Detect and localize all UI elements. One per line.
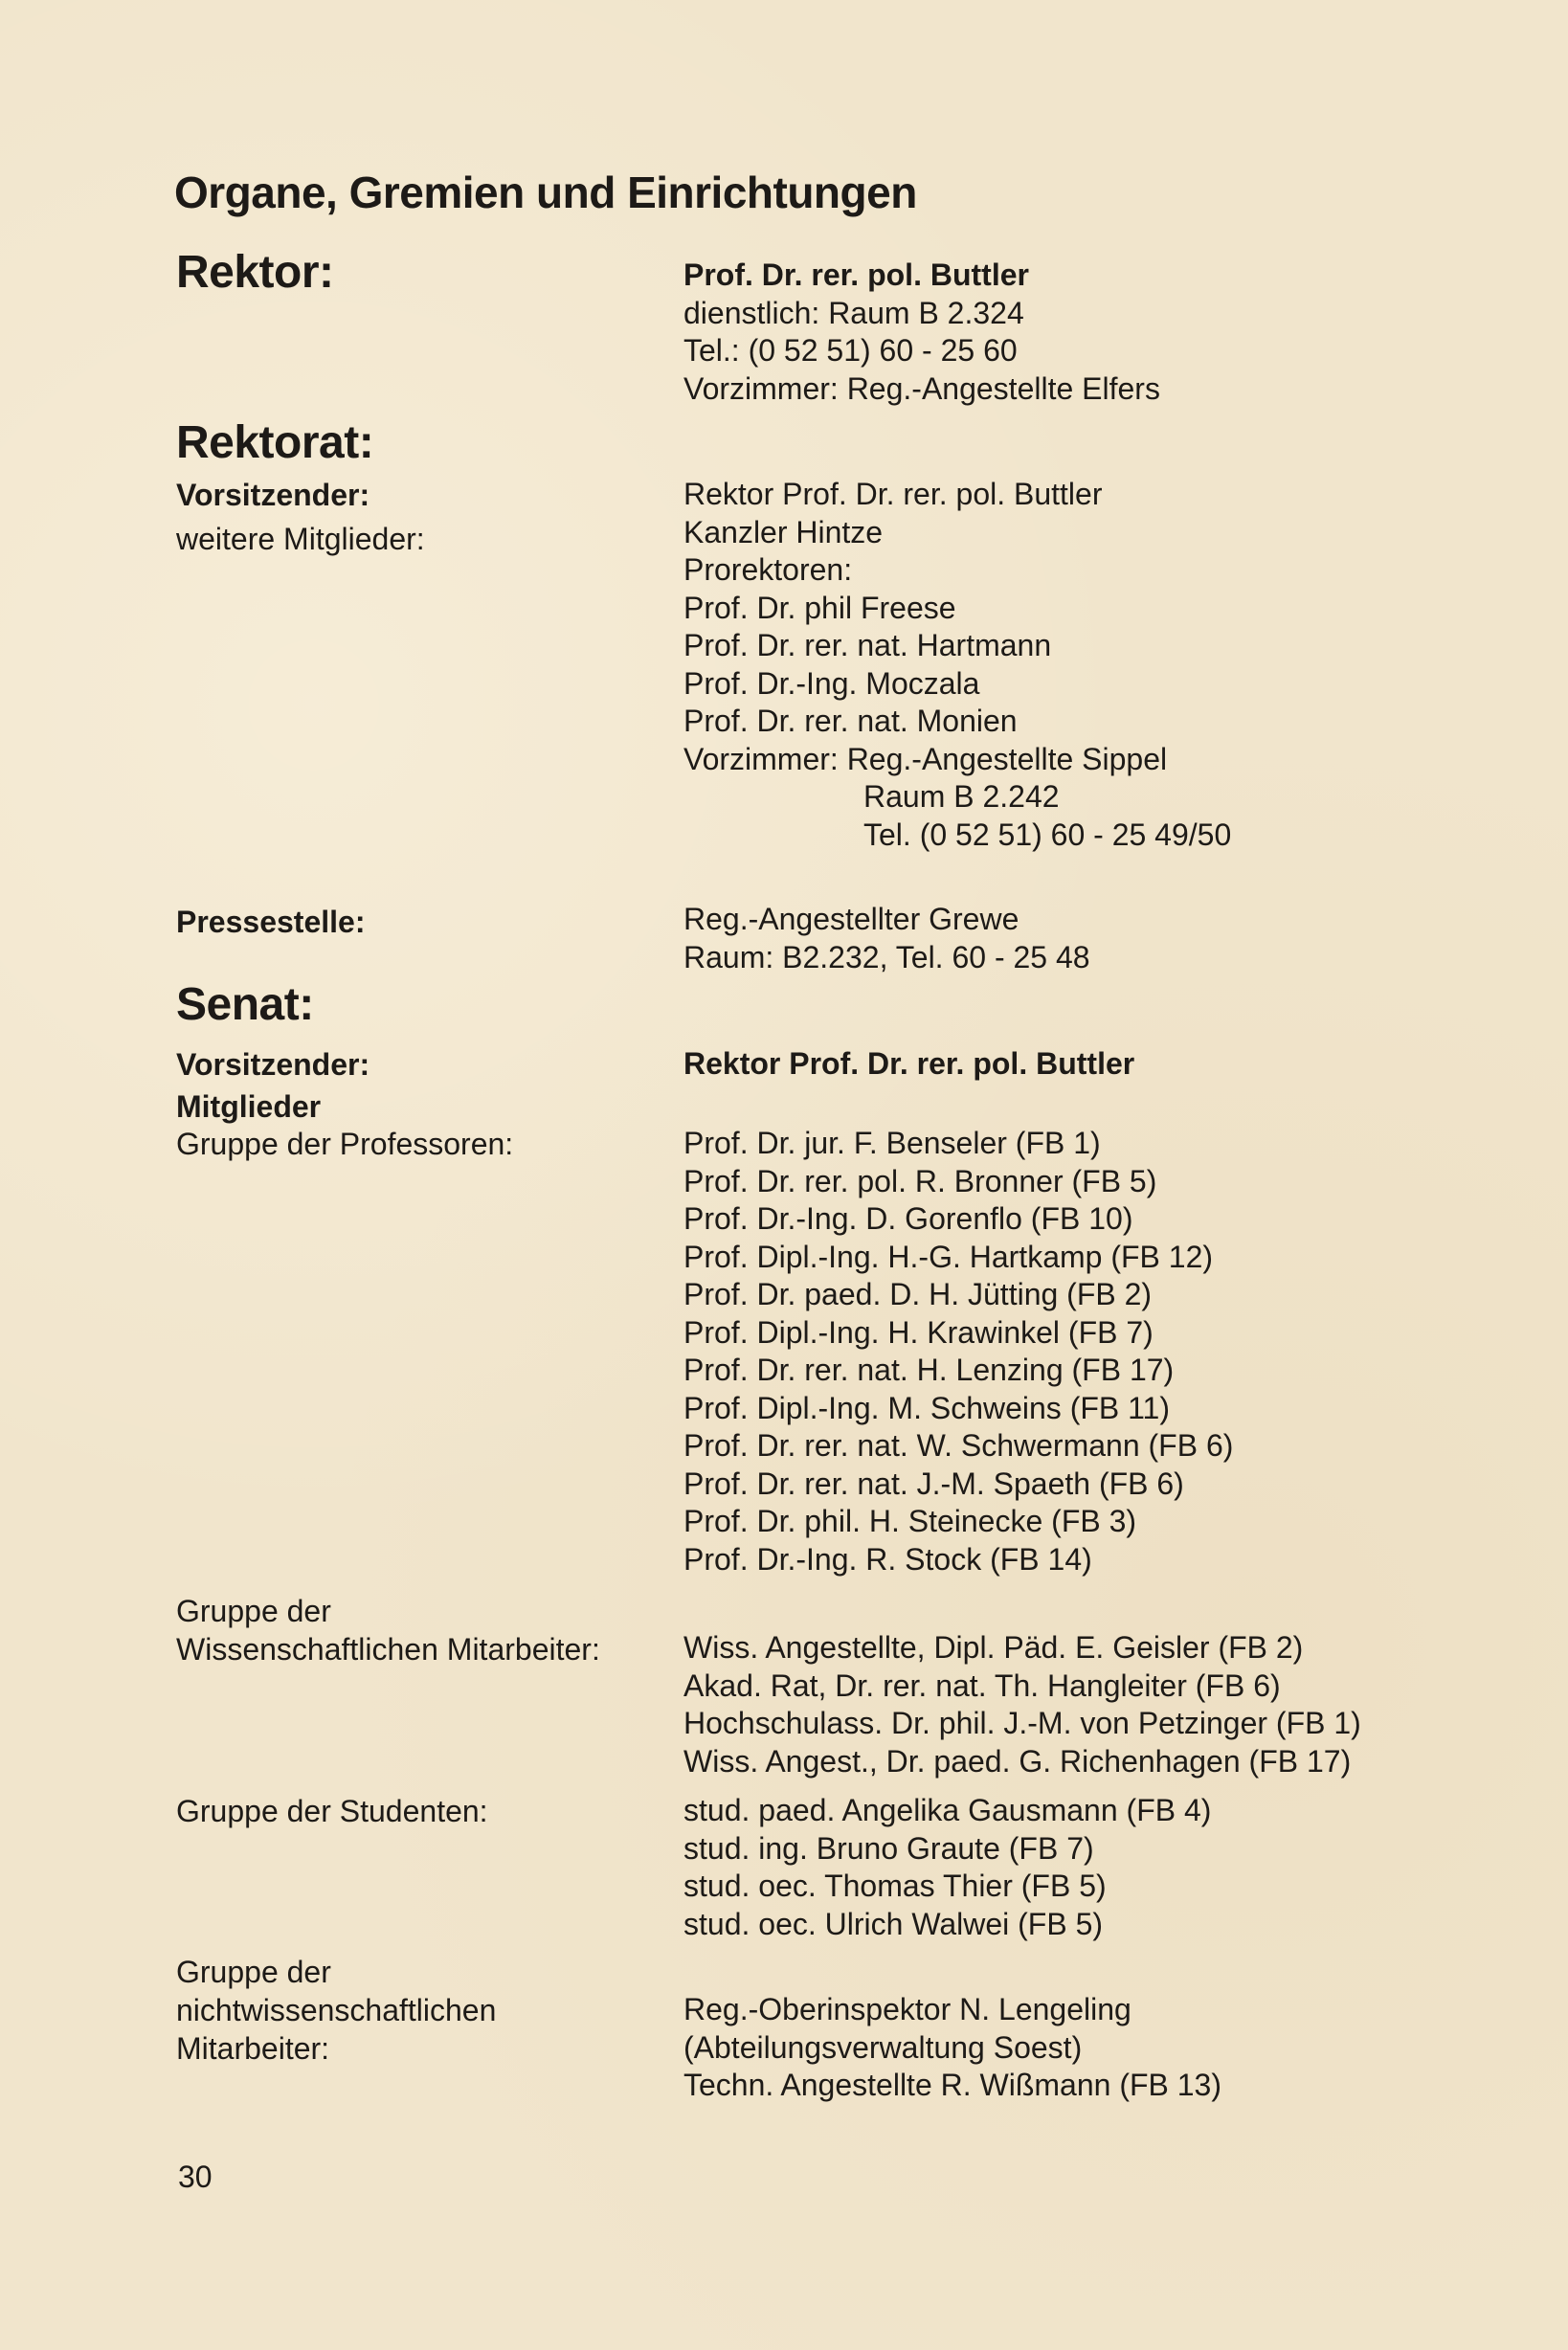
- list-item: Raum: B2.232, Tel. 60 - 25 48: [683, 939, 1090, 974]
- list-item: stud. paed. Angelika Gausmann (FB 4): [683, 1793, 1212, 1827]
- rektor-name: Prof. Dr. rer. pol. Buttler: [683, 257, 1029, 292]
- list-item: Prof. Dr.-Ing. Moczala: [683, 665, 980, 701]
- students-list: [683, 1792, 1211, 1943]
- rektor-heading: Rektor:: [176, 247, 334, 298]
- rektor-office: Vorzimmer: Reg.-Angestellte Elfers: [683, 370, 1160, 406]
- list-item: Prof. Dr. jur. F. Benseler (FB 1): [683, 1126, 1101, 1160]
- rektorat-office-room: Raum B 2.242: [863, 779, 1060, 814]
- list-item: Prof. Dr. phil. H. Steinecke (FB 3): [683, 1504, 1137, 1538]
- pressestelle-label: Pressestelle:: [176, 905, 366, 939]
- senat-members-label: Mitglieder: [176, 1089, 322, 1124]
- professors-label: Gruppe der Professoren:: [176, 1127, 514, 1161]
- list-item: Prof. Dipl.-Ing. M. Schweins (FB 11): [683, 1390, 1170, 1425]
- list-item: Prof. Dr. rer. nat. J.-M. Spaeth (FB 6): [683, 1466, 1184, 1501]
- senat-chair-label: Vorsitzender:: [176, 1047, 370, 1082]
- list-item: stud. oec. Thomas Thier (FB 5): [683, 1869, 1107, 1903]
- list-item: Prof. Dr. rer. nat. Monien: [683, 704, 1018, 738]
- rektorat-members-label: weitere Mitglieder:: [176, 522, 425, 556]
- senat-heading: Senat:: [176, 979, 314, 1030]
- page-title: Organe, Gremien und Einrichtungen: [174, 168, 917, 217]
- senat-chair-name: Rektor Prof. Dr. rer. pol. Buttler: [683, 1046, 1135, 1081]
- nonwiss-list: [683, 1991, 1221, 2105]
- list-item: Prof. Dr. rer. pol. R. Bronner (FB 5): [683, 1163, 1157, 1198]
- list-item: Prof. Dr. phil Freese: [683, 590, 956, 625]
- wiss-label: Gruppe der Wissenschaftlichen Mitarbeiter:: [176, 1594, 600, 1667]
- professors-list: [683, 1125, 1233, 1578]
- list-item: Prorektoren:: [683, 552, 853, 587]
- rektor-details: [683, 257, 1160, 408]
- list-item: Prof. Dipl.-Ing. H. Krawinkel (FB 7): [683, 1314, 1154, 1350]
- list-item: Prof. Dr. rer. nat. H. Lenzing (FB 17): [683, 1353, 1175, 1387]
- rektorat-heading: Rektorat:: [176, 417, 374, 468]
- list-item: Reg.-Angestellter Grewe: [683, 902, 1019, 936]
- students-label: Gruppe der Studenten:: [176, 1794, 488, 1828]
- list-item: Prof. Dr.-Ing. D. Gorenflo (FB 10): [683, 1201, 1133, 1236]
- rektor-room: dienstlich: Raum B 2.324: [683, 295, 1024, 330]
- page-number: 30: [178, 2160, 213, 2194]
- rektorat-office-tel: Tel. (0 52 51) 60 - 25 49/50: [863, 817, 1232, 852]
- list-item: Prof. Dipl.-Ing. H.-G. Hartkamp (FB 12): [683, 1239, 1214, 1274]
- list-item: Reg.-Oberinspektor N. Lengeling: [683, 1992, 1131, 2026]
- rektorat-chair-label: Vorsitzender:: [176, 478, 370, 512]
- list-item: stud. ing. Bruno Graute (FB 7): [683, 1830, 1094, 1866]
- list-item: Prof. Dr. rer. nat. W. Schwermann (FB 6): [683, 1428, 1234, 1463]
- wiss-list: [683, 1629, 1361, 1780]
- nonwiss-label: Gruppe der nichtwissenschaftlichen Mitarbeiter:: [176, 1955, 497, 2066]
- list-item: Prof. Dr.-Ing. R. Stock (FB 14): [683, 1541, 1092, 1577]
- list-item: Rektor Prof. Dr. rer. pol. Buttler: [683, 477, 1103, 511]
- list-item: Techn. Angestellte R. Wißmann (FB 13): [683, 2068, 1221, 2102]
- list-item: Vorzimmer: Reg.-Angestellte Sippel: [683, 741, 1168, 776]
- pressestelle-details: [683, 901, 1090, 976]
- list-item: (Abteilungsverwaltung Soest): [683, 2029, 1083, 2065]
- list-item: Kanzler Hintze: [683, 514, 884, 549]
- rektorat-members-list: [683, 476, 1231, 854]
- rektor-tel: Tel.: (0 52 51) 60 - 25 60: [683, 333, 1018, 368]
- list-item: Wiss. Angestellte, Dipl. Päd. E. Geisler (FB 2): [683, 1630, 1304, 1665]
- list-item: Hochschulass. Dr. phil. J.-M. von Petzinger (FB 1): [683, 1706, 1361, 1740]
- list-item: Prof. Dr. paed. D. H. Jütting (FB 2): [683, 1277, 1153, 1311]
- list-item: Prof. Dr. rer. nat. Hartmann: [683, 628, 1052, 662]
- list-item: Akad. Rat, Dr. rer. nat. Th. Hangleiter (FB 6): [683, 1667, 1281, 1703]
- list-item: stud. oec. Ulrich Walwei (FB 5): [683, 1906, 1104, 1941]
- list-item: Wiss. Angest., Dr. paed. G. Richenhagen (FB 17): [683, 1743, 1352, 1779]
